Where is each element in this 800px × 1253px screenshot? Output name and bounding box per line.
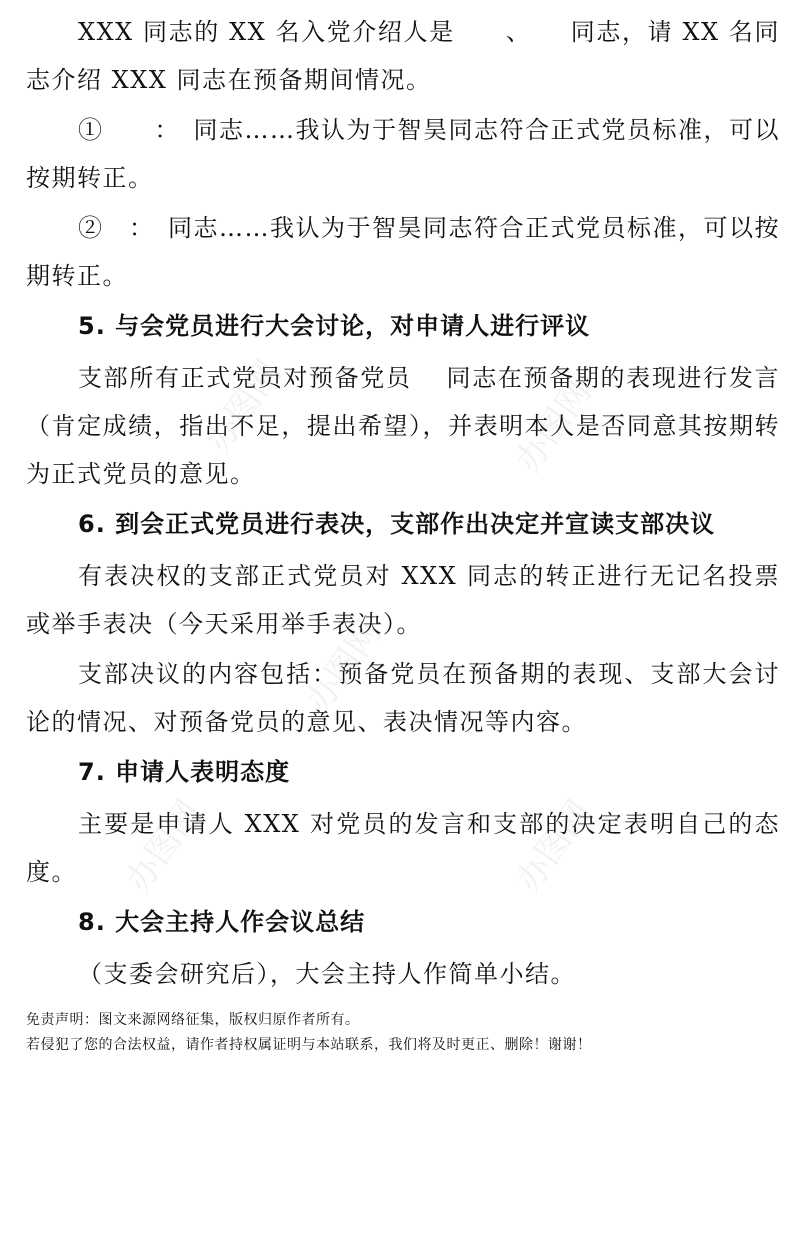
watermark: 办图网 [508, 793, 600, 900]
watermark: 办图网 [198, 353, 290, 460]
watermark: 办图网 [508, 373, 600, 480]
section-heading-8: 8. 大会主持人作会议总结 [78, 908, 366, 936]
section-heading-5: 5. 与会党员进行大会讨论，对申请人进行评议 [78, 312, 591, 340]
disclaimer [26, 1008, 592, 1058]
paragraph-attitude: 主要是申请人 XXX 对党员的发言和支部的决定表明自己的态度。 [26, 810, 780, 886]
disclaimer-line-2: 若侵犯了您的合法权益，请作者持权属证明与本站联系，我们将及时更正、删除！谢谢！ [26, 1037, 592, 1053]
section-heading-7: 7. 申请人表明态度 [78, 758, 291, 786]
section-heading-6: 6. 到会正式党员进行表决，支部作出决定并宣读支部决议 [78, 510, 716, 538]
paragraph-introducer-2: ② ： 同志……我认为于智昊同志符合正式党员标准，可以按期转正。 [26, 214, 780, 290]
paragraph-summary: （支委会研究后），大会主持人作简单小结。 [78, 960, 576, 988]
watermark: 办图网 [298, 613, 390, 720]
disclaimer-line-1: 免责声明：图文来源网络征集，版权归原作者所有。 [26, 1012, 360, 1028]
paragraph-introducer-1: ① ： 同志……我认为于智昊同志符合正式党员标准，可以按期转正。 [26, 116, 780, 192]
watermark: 办图网 [118, 793, 210, 900]
paragraph-introducers: XXX 同志的 XX 名入党介绍人是 、 同志，请 XX 名同志介绍 XXX 同志在预备期间情况。 [26, 18, 780, 94]
paragraph-discussion: 支部所有正式党员对预备党员 同志在预备期的表现进行发言（肯定成绩，指出不足，提出希望），并表明本人是否同意其按期转为正式党员的意见。 [26, 364, 780, 488]
paragraph-vote: 有表决权的支部正式党员对 XXX 同志的转正进行无记名投票或举手表决（今天采用举手表决）。 [26, 562, 780, 638]
document-body [26, 8, 780, 1000]
paragraph-resolution: 支部决议的内容包括：预备党员在预备期的表现、支部大会讨论的情况、对预备党员的意见、表决情况等内容。 [26, 660, 780, 736]
